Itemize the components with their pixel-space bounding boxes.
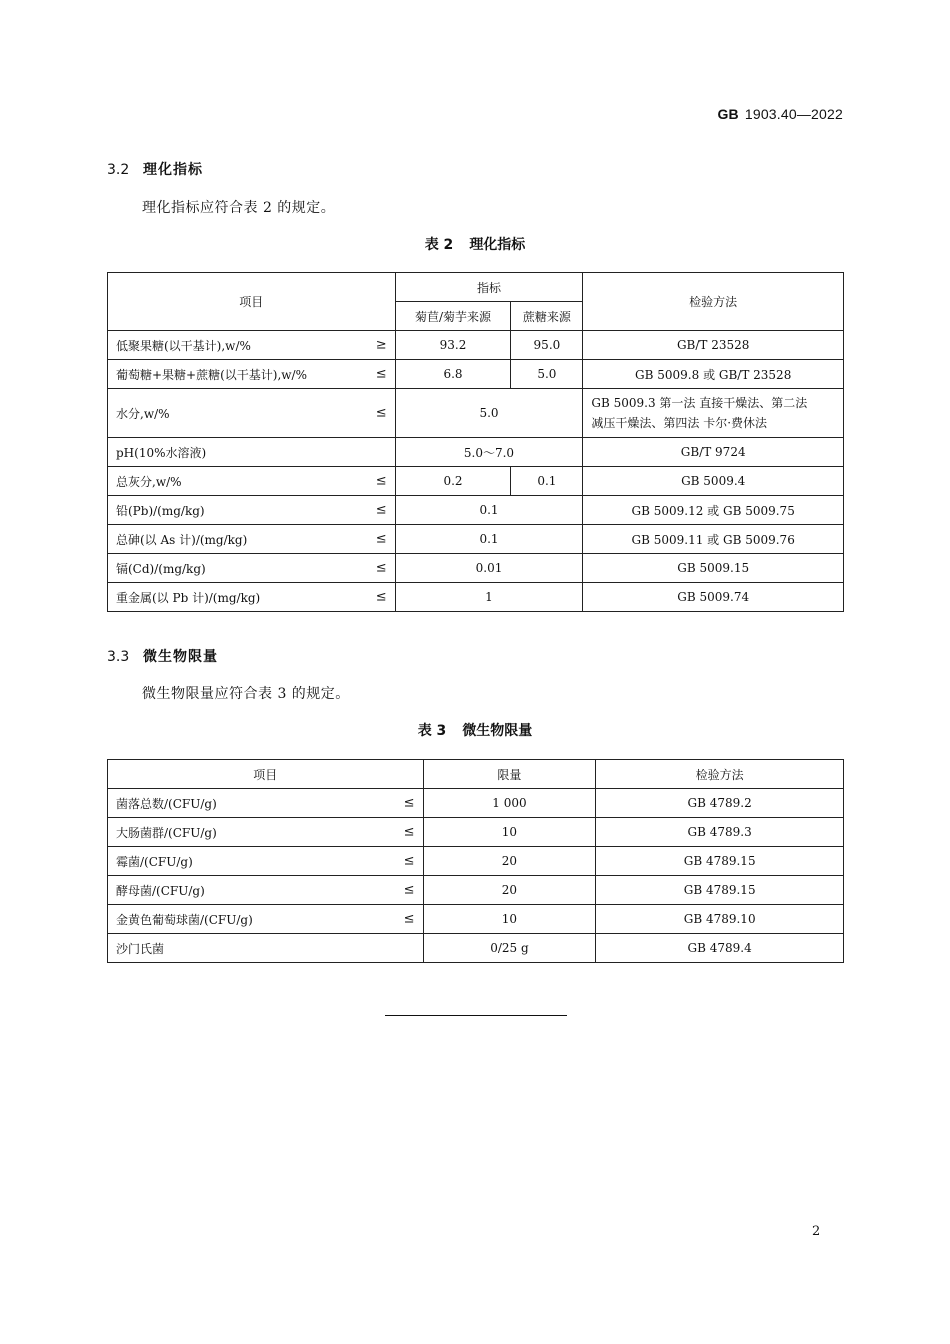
table-row [108,438,844,467]
row-item: 镉(Cd)/(mg/kg) [116,561,206,576]
test-method: GB 4789.10 [596,905,844,934]
section-number: 3.2 [107,162,130,178]
row-item: pH(10%水溶液) [116,445,207,460]
header-item: 项目 [108,273,396,331]
standard-number [600,106,843,122]
comparison-symbol: ≤ [375,502,387,518]
section-paragraph-3-2: 理化指标应符合表 2 的规定。 [142,200,336,216]
table-caption-number: 表 3 [417,723,447,739]
section-title: 微生物限量 [143,649,218,665]
value-merged: 0.01 [395,554,583,583]
test-method: GB 5009.12 或 GB 5009.75 [583,496,844,525]
value-sucrose: 0.1 [511,467,583,496]
test-method: GB 5009.4 [583,467,844,496]
header-method: 检验方法 [583,273,844,331]
comparison-symbol: ≤ [403,795,415,811]
table-row [108,525,844,554]
header-indicator: 指标 [395,273,583,302]
physicochemical-table [107,272,844,612]
section-number: 3.3 [107,649,130,665]
table-row [108,360,844,389]
table-row [108,905,844,934]
value-merged: 0.1 [395,496,583,525]
value-merged: 0.1 [395,525,583,554]
table-row [108,847,844,876]
limit-value: 10 [423,905,596,934]
microbial-limits-table [107,759,844,963]
table-header-row [108,760,844,789]
table-row [108,934,844,963]
comparison-symbol: ≤ [375,531,387,547]
value-sucrose: 5.0 [511,360,583,389]
end-rule-divider [385,1015,567,1016]
header-source-chicory: 菊苣/菊芋来源 [395,302,511,331]
section-heading-3-3 [107,646,218,666]
limit-value: 20 [423,876,596,905]
row-item: 低聚果糖(以干基计),w/% [116,338,251,353]
section-paragraph-3-3: 微生物限量应符合表 3 的规定。 [142,686,350,702]
test-method [583,389,844,438]
limit-value: 1 000 [423,789,596,818]
comparison-symbol: ≤ [403,824,415,840]
section-heading-3-2 [107,159,203,179]
row-item: 菌落总数/(CFU/g) [116,796,217,811]
value-chicory: 93.2 [395,331,511,360]
table-row [108,818,844,847]
comparison-symbol: ≤ [375,473,387,489]
value-merged: 5.0～7.0 [395,438,583,467]
comparison-symbol: ≤ [403,911,415,927]
row-item: 葡萄糖+果糖+蔗糖(以干基计),w/% [116,367,308,382]
test-method: GB/T 23528 [583,331,844,360]
table-row [108,583,844,612]
comparison-symbol: ≤ [375,589,387,605]
table-row [108,789,844,818]
table-caption-number: 表 2 [424,237,454,253]
table-row [108,467,844,496]
test-method: GB 4789.4 [596,934,844,963]
header-item: 项目 [108,760,424,789]
row-item: 总灰分,w/% [116,474,182,489]
standard-prefix: GB [717,106,739,122]
test-method: GB 5009.15 [583,554,844,583]
row-item: 重金属(以 Pb 计)/(mg/kg) [116,590,261,605]
test-method: GB 4789.3 [596,818,844,847]
table-caption-title: 理化指标 [469,237,526,253]
page-number: 2 [812,1224,821,1239]
comparison-symbol: ≤ [375,366,387,382]
test-method-line1: GB 5009.3 第一法 直接干燥法、第二法 [591,396,808,410]
test-method: GB 4789.2 [596,789,844,818]
value-merged: 1 [395,583,583,612]
table-row [108,331,844,360]
value-merged: 5.0 [395,389,583,438]
table-row [108,554,844,583]
test-method: GB 4789.15 [596,876,844,905]
comparison-symbol: ≤ [375,560,387,576]
test-method: GB 4789.15 [596,847,844,876]
row-item: 总砷(以 As 计)/(mg/kg) [116,532,248,547]
table-row [108,876,844,905]
table-row [108,496,844,525]
limit-value: 20 [423,847,596,876]
value-chicory: 0.2 [395,467,511,496]
header-limit: 限量 [423,760,596,789]
test-method-line2: 减压干燥法、第四法 卡尔·费休法 [591,416,768,430]
table-3-caption [107,720,843,740]
standard-code: 1903.40—2022 [744,106,843,122]
header-source-sucrose: 蔗糖来源 [511,302,583,331]
row-item: 金黄色葡萄球菌/(CFU/g) [116,912,253,927]
limit-value: 0/25 g [423,934,596,963]
test-method: GB 5009.74 [583,583,844,612]
comparison-symbol: ≥ [375,337,387,353]
row-item: 霉菌/(CFU/g) [116,854,193,869]
header-method: 检验方法 [596,760,844,789]
comparison-symbol: ≤ [403,882,415,898]
value-sucrose: 95.0 [511,331,583,360]
row-item: 大肠菌群/(CFU/g) [116,825,217,840]
row-item: 沙门氏菌 [116,941,165,956]
table-row [108,389,844,438]
test-method: GB/T 9724 [583,438,844,467]
test-method: GB 5009.8 或 GB/T 23528 [583,360,844,389]
limit-value: 10 [423,818,596,847]
row-item: 铅(Pb)/(mg/kg) [116,503,205,518]
comparison-symbol: ≤ [375,405,387,421]
row-item: 酵母菌/(CFU/g) [116,883,205,898]
row-item: 水分,w/% [116,406,170,421]
comparison-symbol: ≤ [403,853,415,869]
table-caption-title: 微生物限量 [462,723,533,739]
value-chicory: 6.8 [395,360,511,389]
test-method: GB 5009.11 或 GB 5009.76 [583,525,844,554]
section-title: 理化指标 [143,162,203,178]
table-2-caption [107,234,843,254]
